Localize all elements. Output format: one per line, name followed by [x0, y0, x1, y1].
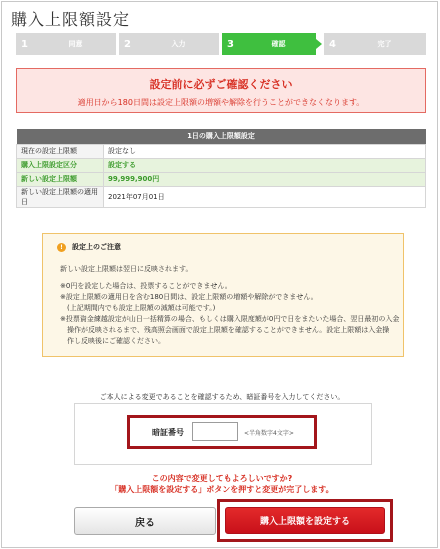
step-2-number: 2: [124, 38, 131, 50]
table-header: 1日の購入上限額設定: [17, 129, 426, 144]
confirm-instruction: 「購入上限額を設定する」ボタンを押すと変更が完了します。: [110, 485, 334, 494]
step-1-label: 同意: [68, 40, 83, 48]
step-indicator: [16, 33, 426, 55]
back-button[interactable]: 戻る: [74, 507, 216, 535]
submit-highlight-frame: [217, 499, 393, 542]
caution-line: ※設定上限額の適用日を含む180日間は、設定上限額の増額や解除ができません。: [60, 293, 318, 301]
row-value: 99,999,900円: [104, 172, 426, 186]
caution-line: 新しい設定上限額は翌日に反映されます。: [60, 265, 193, 273]
notice-heading: 設定前に必ずご確認ください: [149, 78, 293, 91]
pin-input[interactable]: [192, 422, 238, 441]
step-2-label: 入力: [171, 40, 186, 48]
page-frame: [1, 1, 438, 548]
table-row: [17, 144, 426, 158]
step-1-number: 1: [21, 38, 28, 50]
pin-instruction: ご本人による変更であることを確認するため、暗証番号を入力してください。: [99, 393, 345, 401]
caution-line: ※0円を設定した場合は、投票することができません。: [60, 282, 232, 290]
set-limit-button[interactable]: 購入上限額を設定する: [225, 507, 385, 534]
row-value: 2021年07月01日: [104, 186, 426, 207]
caution-title: 設定上のご注意: [72, 243, 121, 251]
row-label: 現在の設定上限額: [17, 144, 104, 158]
row-label: 新しい設定上限額の適用日: [17, 186, 104, 207]
pin-highlight-frame: [127, 415, 317, 449]
settings-table: [16, 129, 426, 208]
caution-line: 操作が反映されるまで、残高照会画面で設定上限額を確認することができません。設定上限額は入金操: [60, 326, 390, 334]
step-3-number: 3: [227, 38, 234, 50]
step-2: [119, 33, 219, 55]
pin-label: 暗証番号: [152, 428, 184, 437]
important-notice: [16, 68, 426, 113]
caution-box: [42, 233, 404, 357]
caution-line: 作し反映後にご確認ください。: [60, 337, 165, 345]
pin-box: [74, 403, 372, 465]
step-1: [16, 33, 116, 55]
row-value: 設定なし: [104, 144, 426, 158]
step-4-number: 4: [329, 38, 336, 50]
row-label: 購入上限設定区分: [17, 158, 104, 172]
table-row: [17, 158, 426, 172]
confirm-question: この内容で変更してもよろしいですか?: [151, 474, 293, 483]
step-4: [324, 33, 426, 55]
pin-hint: <半角数字4文字>: [244, 430, 294, 437]
page-title: 購入上限額設定: [11, 10, 131, 29]
step-arrow-icon: [316, 39, 322, 49]
row-label: 新しい設定上限額: [17, 172, 104, 186]
step-3-label: 確認: [271, 40, 286, 48]
row-value: 設定する: [104, 158, 426, 172]
caution-title-row: [57, 242, 121, 252]
step-4-label: 完了: [377, 40, 392, 48]
caution-line: ※投票資金練越設定が山日一括精算の場合、もしくは購入限度額が0円で日をまたいた場合、翌日最初の入金: [60, 315, 400, 323]
step-3-active: [222, 33, 316, 55]
notice-body: 適用日から180日間は設定上限額の増額や解除を行うことができなくなります。: [77, 98, 365, 107]
table-row: [17, 172, 426, 186]
table-row: [17, 186, 426, 207]
info-icon: !: [57, 243, 66, 252]
caution-line: (上記期間内でも設定上限額の減額は可能です。): [60, 304, 216, 312]
